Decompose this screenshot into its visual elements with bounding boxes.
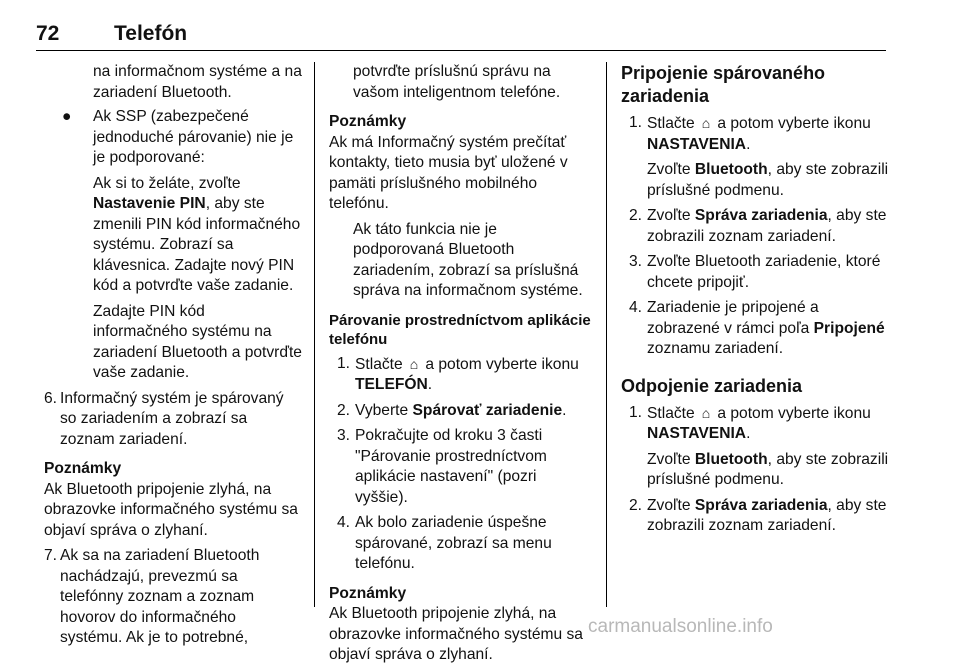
note-indent-text: Ak táto funkcia nie je podporovaná Bluetooth zariadením, zobrazí sa príslušná správa na informačnom systéme. bbox=[353, 220, 583, 299]
list-item: 7. Ak sa na zariadení Bluetooth nachádzajú, prevezmú sa telefónny zoznam a zoznam hovorov do informačného systému. Ak je to potrebné, bbox=[44, 547, 260, 646]
continuation-text: potvrďte príslušnú správu na vašom inteligentnom telefóne. bbox=[353, 63, 561, 101]
list-item: 2. Vyberte Spárovať zariadenie. bbox=[337, 401, 567, 419]
menu-term: Správa zariadenia bbox=[694, 207, 828, 224]
note-title: Poznámky bbox=[329, 584, 407, 602]
continuation-text: na informačnom systéme a na zariadení Bluetooth. bbox=[93, 63, 302, 101]
note-text: Ak Bluetooth pripojenie zlyhá, na obrazovke informačného systému sa objaví správa o zlyhaní. bbox=[44, 480, 298, 539]
bullet-item bbox=[44, 107, 302, 169]
note-text: Ak má Informačný systém prečítať kontakty, tieto musia byť uložené v pamäti príslušného mobilného telefónu. bbox=[329, 133, 568, 212]
watermark: carmanualsonline.info bbox=[588, 616, 773, 637]
menu-term: NASTAVENIA bbox=[647, 135, 747, 153]
bullet-icon: ● bbox=[62, 108, 72, 125]
page-number: 72 bbox=[36, 22, 60, 45]
list-item: 1. Stlačte ⌂ a potom vyberte ikonu TELEFÓN. bbox=[337, 354, 579, 393]
note-title: Poznámky bbox=[329, 113, 407, 130]
list-item: 3. Pokračujte od kroku 3 časti "Párovanie prostredníctvom aplikácie nastavení" (pozri vyššie). bbox=[337, 427, 547, 506]
list-item: 2. Zvoľte Správa zariadenia, aby ste zobrazili zoznam zariadení. bbox=[629, 207, 887, 245]
menu-term: TELEFÓN bbox=[355, 376, 428, 393]
menu-term: NASTAVENIA bbox=[647, 425, 747, 442]
menu-term: Bluetooth bbox=[694, 450, 768, 468]
list-item: 1. Stlačte ⌂ a potom vyberte ikonu NASTAVENIA. Zvoľte Bluetooth, aby ste zobrazili príslušné podmenu. bbox=[629, 114, 889, 199]
menu-term: Správa zariadenia bbox=[694, 496, 828, 514]
home-icon: ⌂ bbox=[409, 355, 419, 372]
section-heading: Odpojenie zariadenia bbox=[621, 375, 803, 396]
header-rule bbox=[36, 50, 886, 51]
section-heading: Pripojenie spárovaného zariadenia bbox=[621, 63, 826, 106]
bullet-sub-paragraph: Ak si to želáte, zvoľte Nastavenie PIN, aby ste zmenili PIN kód informačného systému. Zobrazí sa klávesnica. Zadajte nový PIN kód a potvrďte vaše zadanie. bbox=[93, 174, 301, 294]
menu-term: Pripojené bbox=[813, 319, 885, 337]
list-item: 6. Informačný systém je spárovaný so zariadením a zobrazí sa zoznam zariadení. bbox=[44, 389, 284, 448]
page-header bbox=[36, 22, 888, 48]
column-divider-2 bbox=[606, 62, 607, 607]
list-item: 1. Stlačte ⌂ a potom vyberte ikonu NASTAVENIA. Zvoľte Bluetooth, aby ste zobrazili príslušné podmenu. bbox=[629, 403, 889, 488]
list-item: 4. Zariadenie je pripojené a zobrazené v rámci poľa Pripojené zoznamu zariadení. bbox=[629, 299, 885, 357]
note-title: Poznámky bbox=[44, 460, 122, 477]
bullet-sub-paragraph: Zadajte PIN kód informačného systému na zariadení Bluetooth a potvrďte vaše zadanie. bbox=[93, 302, 302, 381]
bullet-text: Ak SSP (zabezpečené jednoduché párovanie) nie je je podporované: bbox=[93, 108, 294, 166]
running-title: Telefón bbox=[114, 22, 188, 45]
column-3 bbox=[621, 62, 889, 537]
home-icon: ⌂ bbox=[701, 115, 711, 131]
column-2 bbox=[329, 62, 591, 666]
column-divider-1 bbox=[314, 62, 315, 607]
list-item: 4. Ak bolo zariadenie úspešne spárované, zobrazí sa menu telefónu. bbox=[337, 514, 552, 572]
home-icon: ⌂ bbox=[701, 404, 711, 421]
list-item: 2. Zvoľte Správa zariadenia, aby ste zobrazili zoznam zariadení. bbox=[629, 496, 887, 534]
menu-term: Spárovať zariadenie bbox=[412, 401, 563, 419]
list-item: 3. Zvoľte Bluetooth zariadenie, ktoré chcete pripojiť. bbox=[629, 253, 881, 291]
note-text: Ak Bluetooth pripojenie zlyhá, na obrazovke informačného systému sa objaví správa o zlyhaní. bbox=[329, 605, 583, 663]
subheading: Párovanie prostredníctvom aplikácie telefónu bbox=[329, 311, 591, 348]
menu-term: Nastavenie PIN bbox=[93, 195, 206, 212]
column-1 bbox=[44, 62, 302, 649]
menu-term: Bluetooth bbox=[694, 161, 768, 178]
